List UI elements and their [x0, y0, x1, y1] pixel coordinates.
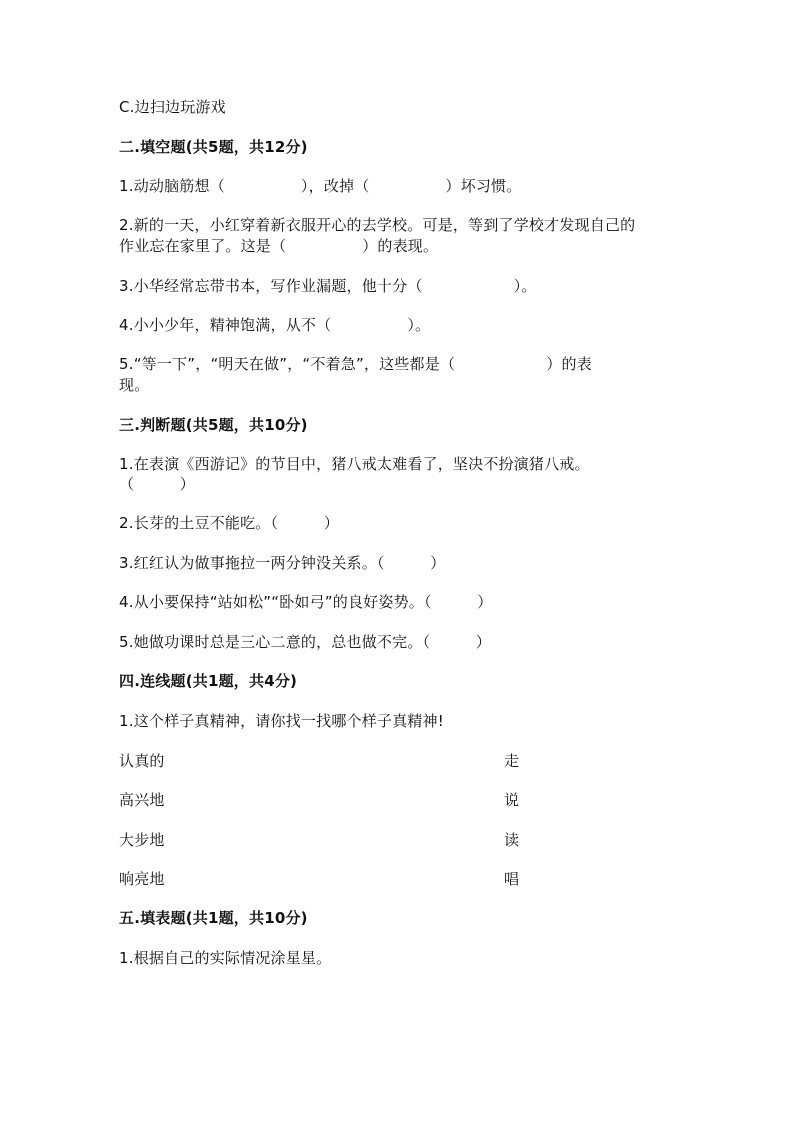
judge-question-4: 4.从小要保持“站如松”“卧如弓”的良好姿势。（ ） — [119, 593, 493, 611]
matching-left-item: 大步地 — [119, 831, 165, 849]
judge-question-5: 5.她做功课时总是三心二意的，总也做不完。（ ） — [119, 633, 492, 651]
fill-question-5-line-1: 5.“等一下”，“明天在做”，“不着急”，这些都是（ ）的表 — [119, 355, 592, 373]
fill-question-5-line-2: 现。 — [119, 376, 150, 394]
matching-left-item: 高兴地 — [119, 791, 165, 809]
fill-question-2-line-1: 2.新的一天，小红穿着新衣服开心的去学校。可是，等到了学校才发现自己的 — [119, 216, 636, 234]
fill-question-3: 3.小华经常忘带书本，写作业漏题，他十分（ ）。 — [119, 277, 537, 295]
matching-question-1: 1.这个样子真精神，请你找一找哪个样子真精神! — [119, 712, 444, 730]
matching-right-item: 读 — [504, 831, 520, 849]
judge-question-3: 3.红红认为做事拖拉一两分钟没关系。（ ） — [119, 554, 446, 572]
section-heading-matching: 四.连线题(共1题，共4分) — [119, 672, 298, 690]
judge-question-1-line-1: 1.在表演《西游记》的节目中，猪八戒太难看了，坚决不扮演猪八戒。 — [119, 455, 590, 473]
section-heading-judgment: 三.判断题(共5题，共10分) — [119, 416, 308, 434]
option-c: C.边扫边玩游戏 — [119, 98, 226, 116]
matching-right-item: 走 — [504, 752, 520, 770]
fill-question-2-line-2: 作业忘在家里了。这是（ ）的表现。 — [119, 237, 439, 255]
section-heading-fill-in: 二.填空题(共5题，共12分) — [119, 138, 308, 156]
judge-question-1-line-2: （ ） — [119, 475, 196, 493]
table-question-1: 1.根据自己的实际情况涂星星。 — [119, 949, 332, 967]
section-heading-table: 五.填表题(共1题，共10分) — [119, 909, 308, 927]
fill-question-4: 4.小小少年，精神饱满，从不（ ）。 — [119, 316, 431, 334]
matching-right-item: 说 — [504, 791, 520, 809]
matching-right-item: 唱 — [504, 870, 520, 888]
matching-left-item: 响亮地 — [119, 870, 165, 888]
matching-left-item: 认真的 — [119, 752, 165, 770]
judge-question-2: 2.长芽的土豆不能吃。（ ） — [119, 514, 340, 532]
fill-question-1: 1.动动脑筋想（ ），改掉（ ）坏习惯。 — [119, 177, 522, 195]
